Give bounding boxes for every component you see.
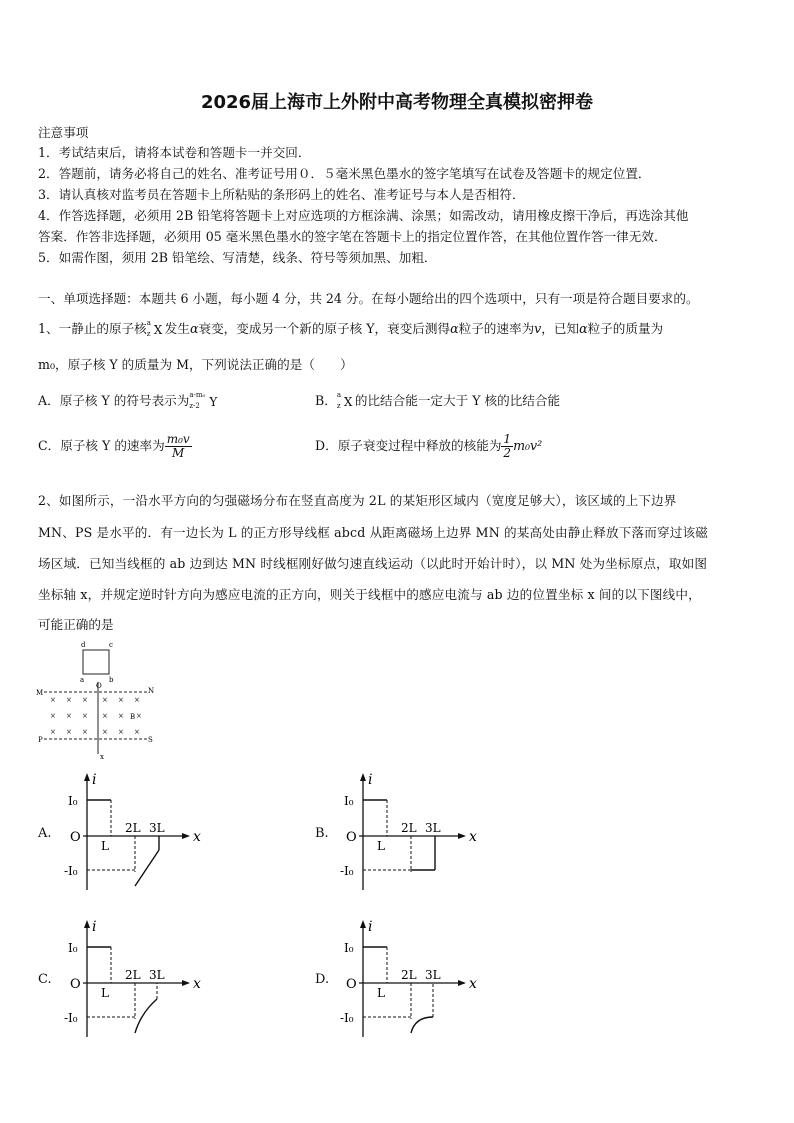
svg-text:×: × — [50, 696, 56, 704]
tick-label-3l: 3L — [149, 968, 165, 982]
tick-label-i0: I₀ — [344, 941, 354, 955]
svg-text:M: M — [36, 689, 44, 697]
svg-text:x: x — [100, 753, 104, 761]
axis-label-x: x — [193, 976, 201, 992]
notice-item-1: 1．考试结束后，请将本试卷和答题卡一并交回． — [38, 145, 311, 160]
svg-text:O: O — [96, 682, 102, 690]
svg-text:×: × — [66, 696, 72, 704]
svg-text:×: × — [134, 728, 140, 736]
notice-item-2: 2．答题前，请务必将自己的姓名、准考证号用０．５毫米黑色墨水的签字笔填写在试卷及答题卡的规定位置． — [38, 166, 651, 181]
q2-option-b-label[interactable]: B. — [315, 826, 329, 841]
svg-text:d: d — [81, 641, 86, 649]
origin-label: O — [346, 830, 357, 845]
svg-text:×: × — [136, 712, 142, 720]
origin-label: O — [70, 977, 81, 992]
svg-text:×: × — [50, 728, 56, 736]
current-negative — [135, 850, 159, 886]
tick-label-neg-i0: -I₀ — [64, 864, 78, 878]
section-heading: 一、单项选择题：本题共 6 小题，每小题 4 分，共 24 分。在每小题给出的四个选项中，只有一项是符合题目要求的。 — [38, 291, 699, 306]
q1-stem-line1: 1、一静止的原子核 a z X 发生α衰变，变成另一个新的原子核 Y，衰变后测得α粒子的速率为v，已知α粒子的质量为 — [38, 318, 664, 338]
notice-item-4-cont: 答案．作答非选择题，必须用 05 毫米黑色墨水的签字笔在答题卡上的指定位置作答，在其他位置作答一律无效． — [38, 229, 667, 244]
tick-label-3l: 3L — [425, 968, 441, 982]
tick-label-i0: I₀ — [68, 941, 78, 955]
x-axis-arrow — [182, 833, 190, 839]
q2-stem-line4: 坐标轴 x，并规定逆时针方向为感应电流的正方向，则关于线框中的感应电流与 ab 边的位置坐标 x 间的以下图线中， — [38, 587, 701, 602]
page-title: 2026届上海市上外附中高考物理全真模拟密押卷 — [200, 92, 594, 113]
tick-label-l: L — [377, 986, 385, 1000]
tick-label-l: L — [101, 986, 109, 1000]
q2-stem-line5: 可能正确的是 — [38, 617, 114, 632]
axis-label-i: i — [368, 772, 373, 788]
fraction: $\frac{\text{m₀v}}{M}$ — [166, 432, 190, 460]
tick-label-i0: I₀ — [344, 794, 354, 808]
svg-text:P: P — [38, 736, 43, 744]
svg-text:c: c — [109, 641, 113, 649]
svg-text:×: × — [102, 712, 108, 720]
svg-text:a: a — [80, 676, 85, 684]
svg-text:b: b — [109, 676, 114, 684]
x-axis-arrow — [182, 980, 190, 986]
svg-text:×: × — [134, 696, 140, 704]
svg-text:×: × — [50, 712, 56, 720]
current-negative — [135, 999, 157, 1033]
q1-option-a[interactable]: A．原子核 Y 的符号表示为 a-m₀ z-2 Y — [38, 390, 225, 409]
svg-text:×: × — [102, 728, 108, 736]
origin-label: O — [70, 830, 81, 845]
svg-text:×: × — [66, 712, 72, 720]
q1-stem-line2: m₀，原子核 Y 的质量为 M，下列说法正确的是（ ） — [38, 357, 353, 372]
nuclide-y: a-m₀ z-2 Y — [189, 390, 218, 410]
axis-label-x: x — [469, 976, 477, 992]
tick-label-2l: 2L — [125, 821, 141, 835]
svg-text:B: B — [130, 713, 136, 721]
svg-text:×: × — [118, 696, 124, 704]
q2-graph-b[interactable] — [338, 770, 488, 896]
q1-option-b[interactable]: B． a z X 的比结合能一定大于 Y 核的比结合能 — [315, 390, 561, 410]
tick-label-i0: I₀ — [68, 794, 78, 808]
y-axis-arrow — [84, 773, 90, 781]
fraction: $\frac{1}{2}$ — [503, 432, 512, 460]
y-axis-arrow — [360, 920, 366, 928]
nuclide-x: a z X — [146, 318, 163, 338]
axis-label-i: i — [92, 772, 97, 788]
q2-graph-d[interactable] — [338, 917, 488, 1043]
tick-label-l: L — [101, 839, 109, 853]
y-axis-arrow — [84, 920, 90, 928]
origin-label: O — [346, 977, 357, 992]
notice-item-5: 5．如需作图，须用 2B 铅笔绘、写清楚，线条、符号等须加黑、加粗． — [38, 250, 437, 265]
notice-item-3: 3．请认真核对监考员在答题卡上所粘贴的条形码上的姓名、准考证号与本人是否相符． — [38, 187, 525, 202]
tick-label-2l: 2L — [125, 968, 141, 982]
svg-text:×: × — [118, 712, 124, 720]
svg-text:S: S — [148, 736, 153, 744]
axis-label-i: i — [368, 919, 373, 935]
q2-setup-figure — [36, 638, 166, 762]
current-negative — [411, 1017, 433, 1033]
tick-label-neg-i0: -I₀ — [340, 864, 354, 878]
x-axis-arrow — [458, 980, 466, 986]
tick-label-3l: 3L — [425, 821, 441, 835]
q2-stem-line3: 场区域．已知当线框的 ab 边到达 MN 时线框刚好做匀速直线运动（以此时开始计时），以 MN 处为坐标原点，取如图 — [38, 556, 708, 571]
x-axis-arrow — [458, 833, 466, 839]
tick-label-2l: 2L — [401, 968, 417, 982]
svg-text:×: × — [118, 728, 124, 736]
axis-label-i: i — [92, 919, 97, 935]
svg-text:N: N — [148, 687, 155, 695]
notice-heading: 注意事项 — [38, 125, 89, 140]
q2-graph-c[interactable] — [62, 917, 212, 1043]
q2-option-a-label[interactable]: A. — [38, 826, 52, 841]
tick-label-2l: 2L — [401, 821, 417, 835]
q2-graph-a[interactable] — [62, 770, 212, 896]
q1-option-d[interactable]: D．原子衰变过程中释放的核能为 $\frac{1}{2}$ m₀v² — [315, 432, 543, 460]
svg-text:×: × — [82, 696, 88, 704]
axis-label-x: x — [193, 829, 201, 845]
svg-text:×: × — [102, 696, 108, 704]
q2-stem-line1: 2、如图所示，一沿水平方向的匀强磁场分布在竖直高度为 2L 的某矩形区域内（宽度足够大），该区域的上下边界 — [38, 493, 677, 508]
tick-label-neg-i0: -I₀ — [64, 1011, 78, 1025]
q2-stem-line2: MN、PS 是水平的．有一边长为 L 的正方形导线框 abcd 从距离磁场上边界 MN 的某高处由静止释放下落而穿过该磁 — [38, 525, 708, 540]
notice-item-4: 4．作答选择题，必须用 2B 铅笔将答题卡上对应选项的方框涂满、涂黑；如需改动，请用橡皮擦干净后，再选涂其他 — [38, 208, 689, 223]
q1-option-c[interactable]: C．原子核 Y 的速率为 $\frac{\text{m₀v}}{M}$ — [38, 432, 190, 460]
svg-text:×: × — [82, 712, 88, 720]
tick-label-3l: 3L — [149, 821, 165, 835]
y-axis-arrow — [360, 773, 366, 781]
q2-option-d-label[interactable]: D. — [315, 972, 330, 987]
tick-label-l: L — [377, 839, 385, 853]
svg-text:×: × — [66, 728, 72, 736]
q2-option-c-label[interactable]: C. — [38, 972, 52, 987]
axis-label-x: x — [469, 829, 477, 845]
tick-label-neg-i0: -I₀ — [340, 1011, 354, 1025]
svg-text:×: × — [82, 728, 88, 736]
